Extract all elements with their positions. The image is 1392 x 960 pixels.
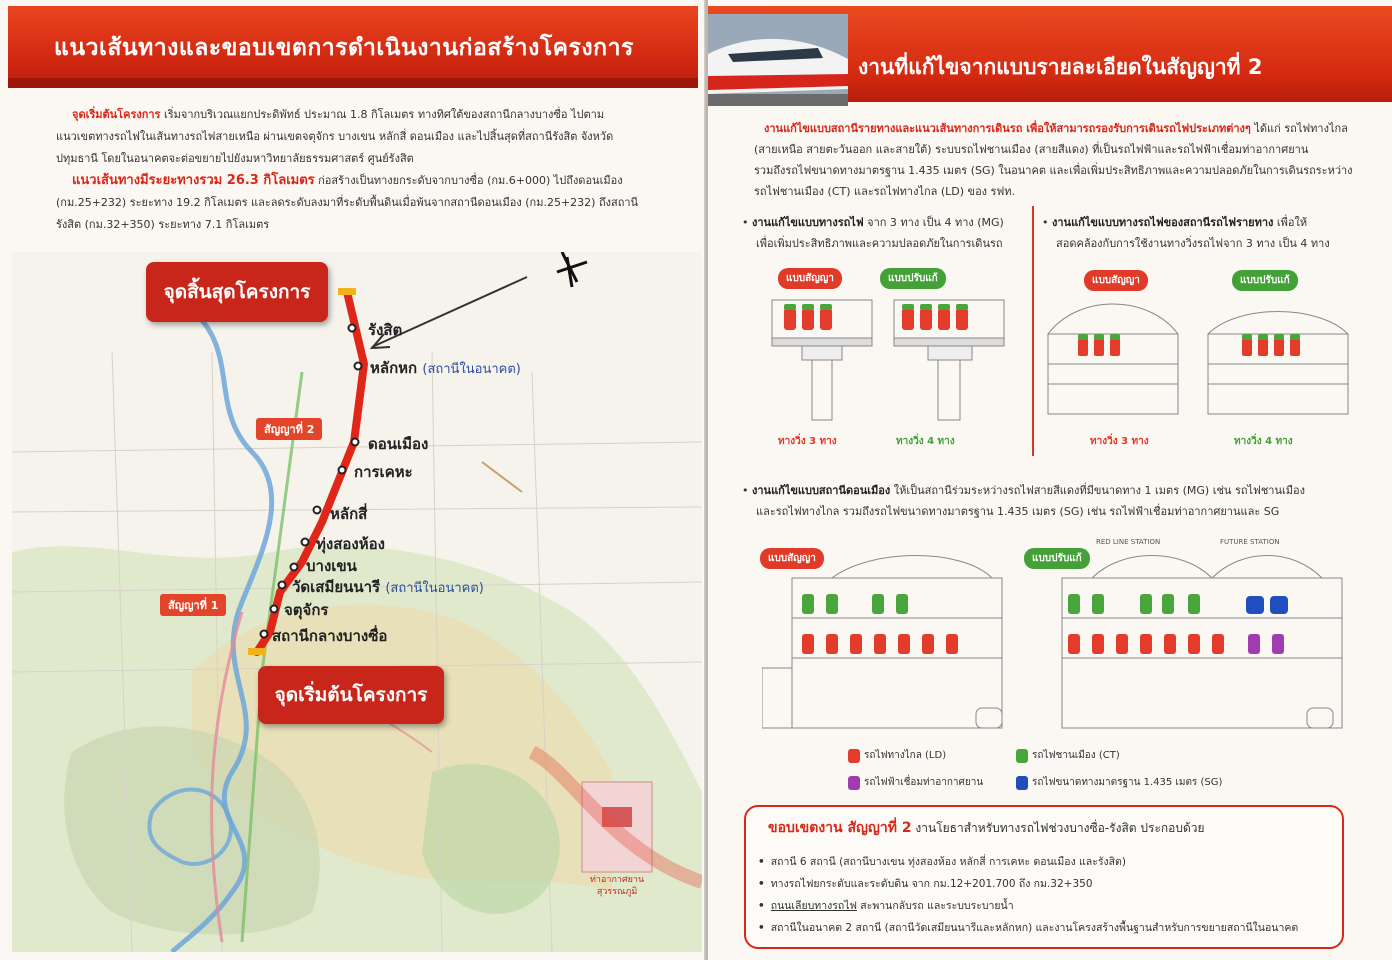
legend-arl: รถไฟฟ้าเชื่อมท่าอากาศยาน [848,775,983,790]
ct-train-icon [1016,749,1028,763]
scope-item: • ทางรถไฟยกระดับและระดับดิน จาก กม.12+201.700 ถึง กม.32+350 [758,873,1298,895]
station-wat-samian-nari: วัดเสมียนนารี (สถานีในอนาคต) [292,578,484,596]
ld-train-icon [848,749,860,763]
revision-intro-label: งานแก้ไขแบบสถานีรายทางและแนวเส้นทางการเดินรถ เพื่อให้สามารถรองรับการเดินรถไฟประเภทต่างๆ [764,122,1251,135]
bullet-don-mueang-revision: • งานแก้ไขแบบสถานีดอนเมือง ให้เป็นสถานีร่วมระหว่างรถไฟสายสีแดงที่มีขนาดทาง 1 เมตร (MG) เช่น รถไฟชานเมือง และรถไฟทางไกล รวมถึงรถไฟขนาดทางมาตรฐาน 1.435 เมตร (SG) เช่น รถไฟฟ้าเชื่อมท่าอากาศยานและ SG [742,480,1362,522]
b2-tail: เพื่อให้ [1276,216,1308,229]
scope-item: • สถานีในอนาคต 2 สถานี (สถานีวัดเสมียนนารีและหลักหก) และงานโครงสร้างพื้นฐานสำหรับการขยายสถานีในอนาคต [758,917,1298,939]
tag-revised-2: แบบปรับแก้ [1232,270,1298,291]
scope-list [758,851,1298,939]
scope-item: • สถานี 6 สถานี (สถานีบางเขน ทุ่งสองห้อง หลักสี่ การเคหะ ดอนเมือง และรังสิต) [758,851,1298,873]
scope-box [744,805,1344,949]
station-don-mueang: ดอนเมือง [368,435,429,453]
bullet-track-revision: • งานแก้ไขแบบทางรถไฟ จาก 3 ทาง เป็น 4 ทาง (MG) เพื่อเพิ่มประสิทธิภาพและความปลอดภัยในการเดินรถ [742,212,1022,254]
scope-tail: งานโยธาสำหรับทางรถไฟช่วงบางซื่อ-รังสิต ประกอบด้วย [915,821,1205,835]
train-icon [708,14,848,106]
revision-intro-line4: รถไฟชานเมือง (CT) และรถไฟทางไกล (LD) ของ รฟท. [754,185,1015,198]
future-station-note: (สถานีในอนาคต) [422,362,521,377]
legend-ct: รถไฟชานเมือง (CT) [1016,748,1120,763]
b1-label: งานแก้ไขแบบทางรถไฟ [752,216,864,229]
b1-tail: จาก 3 ทาง เป็น 4 ทาง (MG) [867,216,1004,229]
station-chatuchak: จตุจักร [284,601,329,619]
route-map-graphic [12,252,702,952]
cap-3-tracks-2: ทางวิ่ง 3 ทาง [1090,436,1149,447]
contract2-tag: สัญญาที่ 2 [256,418,322,440]
scope-label: ขอบเขตงาน สัญญาที่ 2 [768,820,912,836]
airport-label: ท่าอากาศยาน สุวรรณภูมิ [590,875,645,897]
para1-line2: แนวเขตทางรถไฟในเส้นทางรถไฟสายเหนือ ผ่านเขตจตุจักร บางเขน หลักสี่ ดอนเมือง และไปสิ้นสุดที่สถานีรังสิต จังหวัด [56,130,614,143]
tag-revised-3: แบบปรับแก้ [1024,548,1090,569]
end-point-label: จุดสิ้นสุดโครงการ [146,262,328,322]
revision-intro-line3: รวมถึงรถไฟขนาดทางมาตรฐาน 1.435 เมตร (SG) ในอนาคต และเพื่อเพิ่มประสิทธิภาพและความปลอดภัยในการเดินรถระหว่าง [754,164,1353,177]
station-thung-song-hong: ทุ่งสองห้อง [316,535,385,553]
column-divider [1032,206,1034,456]
para2-line2: (กม.25+232) ระยะทาง 19.2 กิโลเมตร และลดระดับลงมาที่ระดับพื้นดินเมื่อพ้นจากสถานีดอนเมือง (กม.25+232) ถึงสถานี [56,196,639,209]
future-station-label: FUTURE STATION [1220,538,1280,546]
sg-train-icon [1016,776,1028,790]
left-page-title: แนวเส้นทางและขอบเขตการดำเนินงานก่อสร้างโครงการ [54,35,634,61]
start-point-label: จุดเริ่มต้นโครงการ [72,108,161,121]
scope-title [768,817,1205,839]
left-title-banner [8,6,698,88]
station-lak-hok: หลักหก (สถานีในอนาคต) [370,359,521,377]
b3-line2: และรถไฟทางไกล รวมถึงรถไฟขนาดทางมาตรฐาน 1.435 เมตร (SG) เช่น รถไฟฟ้าเชื่อมท่าอากาศยานและ SG [756,505,1280,518]
bullet-station-track-revision: • งานแก้ไขแบบทางรถไฟของสถานีรถไฟรายทาง เพื่อให้ สอดคล้องกับการใช้งานทางวิ่งรถไฟจาก 3 ทาง เป็น 4 ทาง [1042,212,1382,254]
cap-4-tracks-1: ทางวิ่ง 4 ทาง [896,436,955,447]
future-station-note-2: (สถานีในอนาคต) [385,581,484,596]
revision-intro-tail: ได้แก่ รถไฟทางไกล [1254,122,1348,135]
para2-line3: รังสิต (กม.32+350) ระยะทาง 7.1 กิโลเมตร [56,218,270,231]
revision-intro [754,118,1354,202]
station-track-diagram [1038,294,1358,424]
contract1-tag: สัญญาที่ 1 [160,594,226,616]
b2-label: งานแก้ไขแบบทางรถไฟของสถานีรถไฟรายทาง [1052,216,1274,229]
revision-intro-line2: (สายเหนือ สายตะวันออก และสายใต้) ระบบรถไฟชานเมือง (สายสีแดง) ที่เป็นรถไฟฟ้าและรถไฟฟ้าเชื่อมท่าอากาศยาน [754,143,1309,156]
cap-4-tracks-2: ทางวิ่ง 4 ทาง [1234,436,1293,447]
tag-contract-2: แบบสัญญา [1084,270,1148,291]
b2-line2: สอดคล้องกับการใช้งานทางวิ่งรถไฟจาก 3 ทาง เป็น 4 ทาง [1056,237,1330,250]
station-rangsit: รังสิต [368,321,403,339]
b3-label: งานแก้ไขแบบสถานีดอนเมือง [752,484,891,497]
start-point-box: จุดเริ่มต้นโครงการ [258,666,444,724]
right-title-banner [708,6,1392,102]
right-page-title: งานที่แก้ไขจากแบบรายละเอียดในสัญญาที่ 2 [858,55,1263,79]
banner-stripe [8,78,698,88]
route-map [12,252,702,952]
tag-contract-3: แบบสัญญา [760,548,824,569]
para1-line1: เริ่มจากบริเวณแยกประดิพัทธ์ ประมาณ 1.8 กิโลเมตร ทางทิศใต้ของสถานีกลางบางซื่อ ไปตาม [163,108,605,121]
tag-revised-1: แบบปรับแก้ [880,268,946,289]
station-kan-kheha: การเคหะ [354,463,413,481]
arl-train-icon [848,776,860,790]
b3-tail: ให้เป็นสถานีร่วมระหว่างรถไฟสายสีแดงที่มีขนาดทาง 1 เมตร (MG) เช่น รถไฟชานเมือง [893,484,1305,497]
right-page [708,0,1392,960]
scope-item: • ถนนเลียบทางรถไฟ สะพานกลับรถ และระบบระบายน้ำ [758,895,1298,917]
scope-item-underlined: ถนนเลียบทางรถไฟ [770,900,857,912]
don-mueang-station-diagram [762,548,1352,738]
station-bang-sue-grand: สถานีกลางบางซื่อ [272,627,388,645]
track-diagram [768,290,1008,430]
b1-line2: เพื่อเพิ่มประสิทธิภาพและความปลอดภัยในการเดินรถ [756,237,1003,250]
route-length-label: แนวเส้นทางมีระยะทางรวม 26.3 กิโลเมตร [72,173,315,188]
legend-sg: รถไฟขนาดทางมาตรฐาน 1.435 เมตร (SG) [1016,775,1222,790]
red-line-station-label: RED LINE STATION [1096,538,1161,546]
cap-3-tracks-1: ทางวิ่ง 3 ทาง [778,436,837,447]
tag-contract-1: แบบสัญญา [778,268,842,289]
para2-line1: ก่อสร้างเป็นทางยกระดับจากบางซื่อ (กม.6+000) ไปถึงดอนเมือง [318,174,623,187]
legend-ld: รถไฟทางไกล (LD) [848,748,946,763]
para1-line3: ปทุมธานี โดยในอนาคตจะต่อขยายไปยังมหาวิทยาลัยธรรมศาสตร์ ศูนย์รังสิต [56,152,414,165]
station-bang-khen: บางเขน [306,557,357,575]
station-lak-si: หลักสี่ [330,505,368,523]
intro-paragraph [56,104,686,236]
